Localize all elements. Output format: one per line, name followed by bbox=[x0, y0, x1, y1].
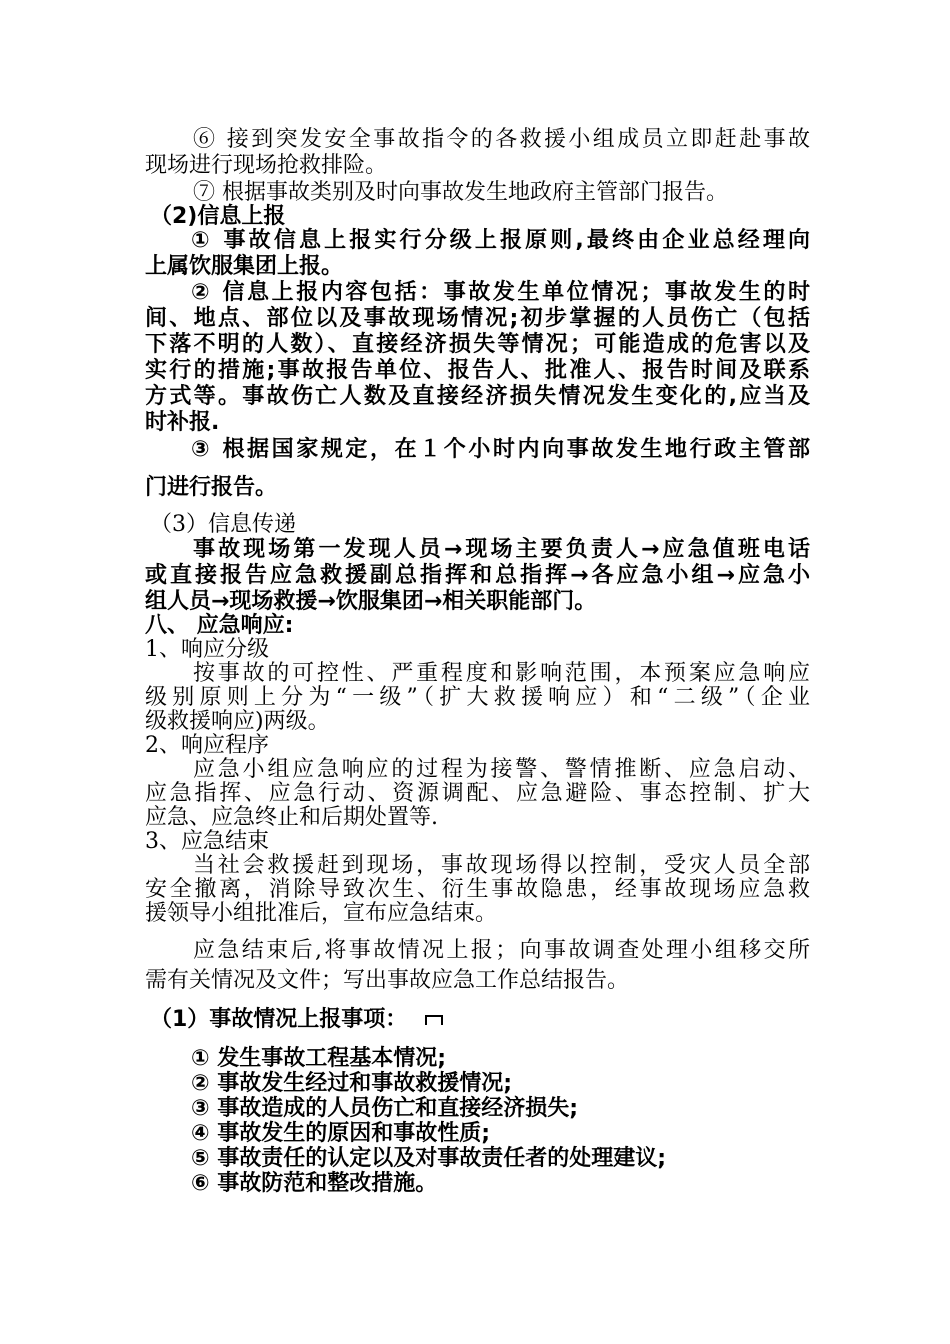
section-heading: （1）事故情况上报事项： bbox=[150, 1007, 408, 1032]
text-line: ⑥ 接到突发安全事故指令的各救援小组成员立即赶赴事故 bbox=[193, 127, 810, 152]
text-line: 应急小组应急响应的过程为接警、警情推断、应急启动、 bbox=[193, 757, 810, 782]
text-line: 安全撤离，消除导致次生、衍生事故隐患，经事故现场应急救 bbox=[145, 877, 810, 902]
text-line: 需有关情况及文件；写出事故应急工作总结报告。 bbox=[145, 968, 630, 993]
section-heading: （3）信息传递 bbox=[150, 512, 296, 537]
text-line: 下落不明的人数）、直接经济损失等情况；可能造成的危害以及 bbox=[145, 332, 810, 357]
text-line: 应急结束后,将事故情况上报；向事故调查处理小组移交所 bbox=[193, 938, 810, 963]
subsection-heading: 2、响应程序 bbox=[145, 733, 269, 758]
text-line: 上属饮服集团上报。 bbox=[145, 254, 344, 279]
subsection-heading: 3、应急结束 bbox=[145, 829, 269, 854]
text-line: 应急、应急终止和后期处置等. bbox=[145, 805, 438, 830]
subsection-heading: 1、响应分级 bbox=[145, 637, 269, 662]
list-item: ⑥ 事故防范和整改措施。 bbox=[191, 1171, 438, 1196]
section-heading: 八、 应急响应: bbox=[145, 613, 294, 638]
text-line: 援领导小组批准后，宣布应急结束。 bbox=[145, 901, 498, 926]
text-line: 事故现场第一发现人员→现场主要负责人→应急值班电话 bbox=[193, 537, 810, 562]
text-line: 级别原则上分为“一级”（扩大救援响应）和“二级”（企业 bbox=[145, 685, 810, 710]
list-item: ② 事故发生经过和事故救援情况; bbox=[191, 1071, 513, 1096]
text-line: 现场进行现场抢救排险。 bbox=[145, 153, 388, 178]
text-line: ⑦ 根据事故类别及时向事故发生地政府主管部门报告。 bbox=[193, 180, 728, 205]
list-item: ④ 事故发生的原因和事故性质; bbox=[191, 1121, 491, 1146]
text-line: ③ 根据国家规定，在１个小时内向事故发生地行政主管部 bbox=[191, 437, 810, 462]
bracket-mark-icon bbox=[425, 1015, 443, 1025]
list-item: ③ 事故造成的人员伤亡和直接经济损失; bbox=[191, 1096, 579, 1121]
text-line: ② 信息上报内容包括：事故发生单位情况；事故发生的时 bbox=[191, 280, 810, 305]
text-line: 方式等。事故伤亡人数及直接经济损失情况发生变化的,应当及 bbox=[145, 384, 810, 409]
text-line: ① 事故信息上报实行分级上报原则,最终由企业总经理向 bbox=[191, 228, 810, 253]
list-item: ⑤ 事故责任的认定以及对事故责任者的处理建议; bbox=[191, 1146, 667, 1171]
text-line: 实行的措施;事故报告单位、报告人、批准人、报告时间及联系 bbox=[145, 358, 810, 383]
list-item: ① 发生事故工程基本情况; bbox=[191, 1046, 447, 1071]
text-line: 门进行报告。 bbox=[145, 475, 278, 500]
text-line: 或直接报告应急救援副总指挥和总指挥→各应急小组→应急小 bbox=[145, 563, 810, 588]
text-line: 当社会救援赶到现场，事故现场得以控制，受灾人员全部 bbox=[193, 853, 810, 878]
text-line: 间、地点、部位以及事故现场情况;初步掌握的人员伤亡（包括 bbox=[145, 306, 810, 331]
text-line: 级救援响应)两级。 bbox=[145, 709, 330, 734]
text-line: 组人员→现场救援→饮服集团→相关职能部门。 bbox=[145, 589, 597, 614]
section-heading: （2)信息上报 bbox=[150, 204, 286, 229]
text-line: 应急指挥、应急行动、资源调配、应急避险、事态控制、扩大 bbox=[145, 781, 810, 806]
text-line: 时补报. bbox=[145, 410, 220, 435]
text-line: 按事故的可控性、严重程度和影响范围，本预案应急响应 bbox=[193, 661, 810, 686]
